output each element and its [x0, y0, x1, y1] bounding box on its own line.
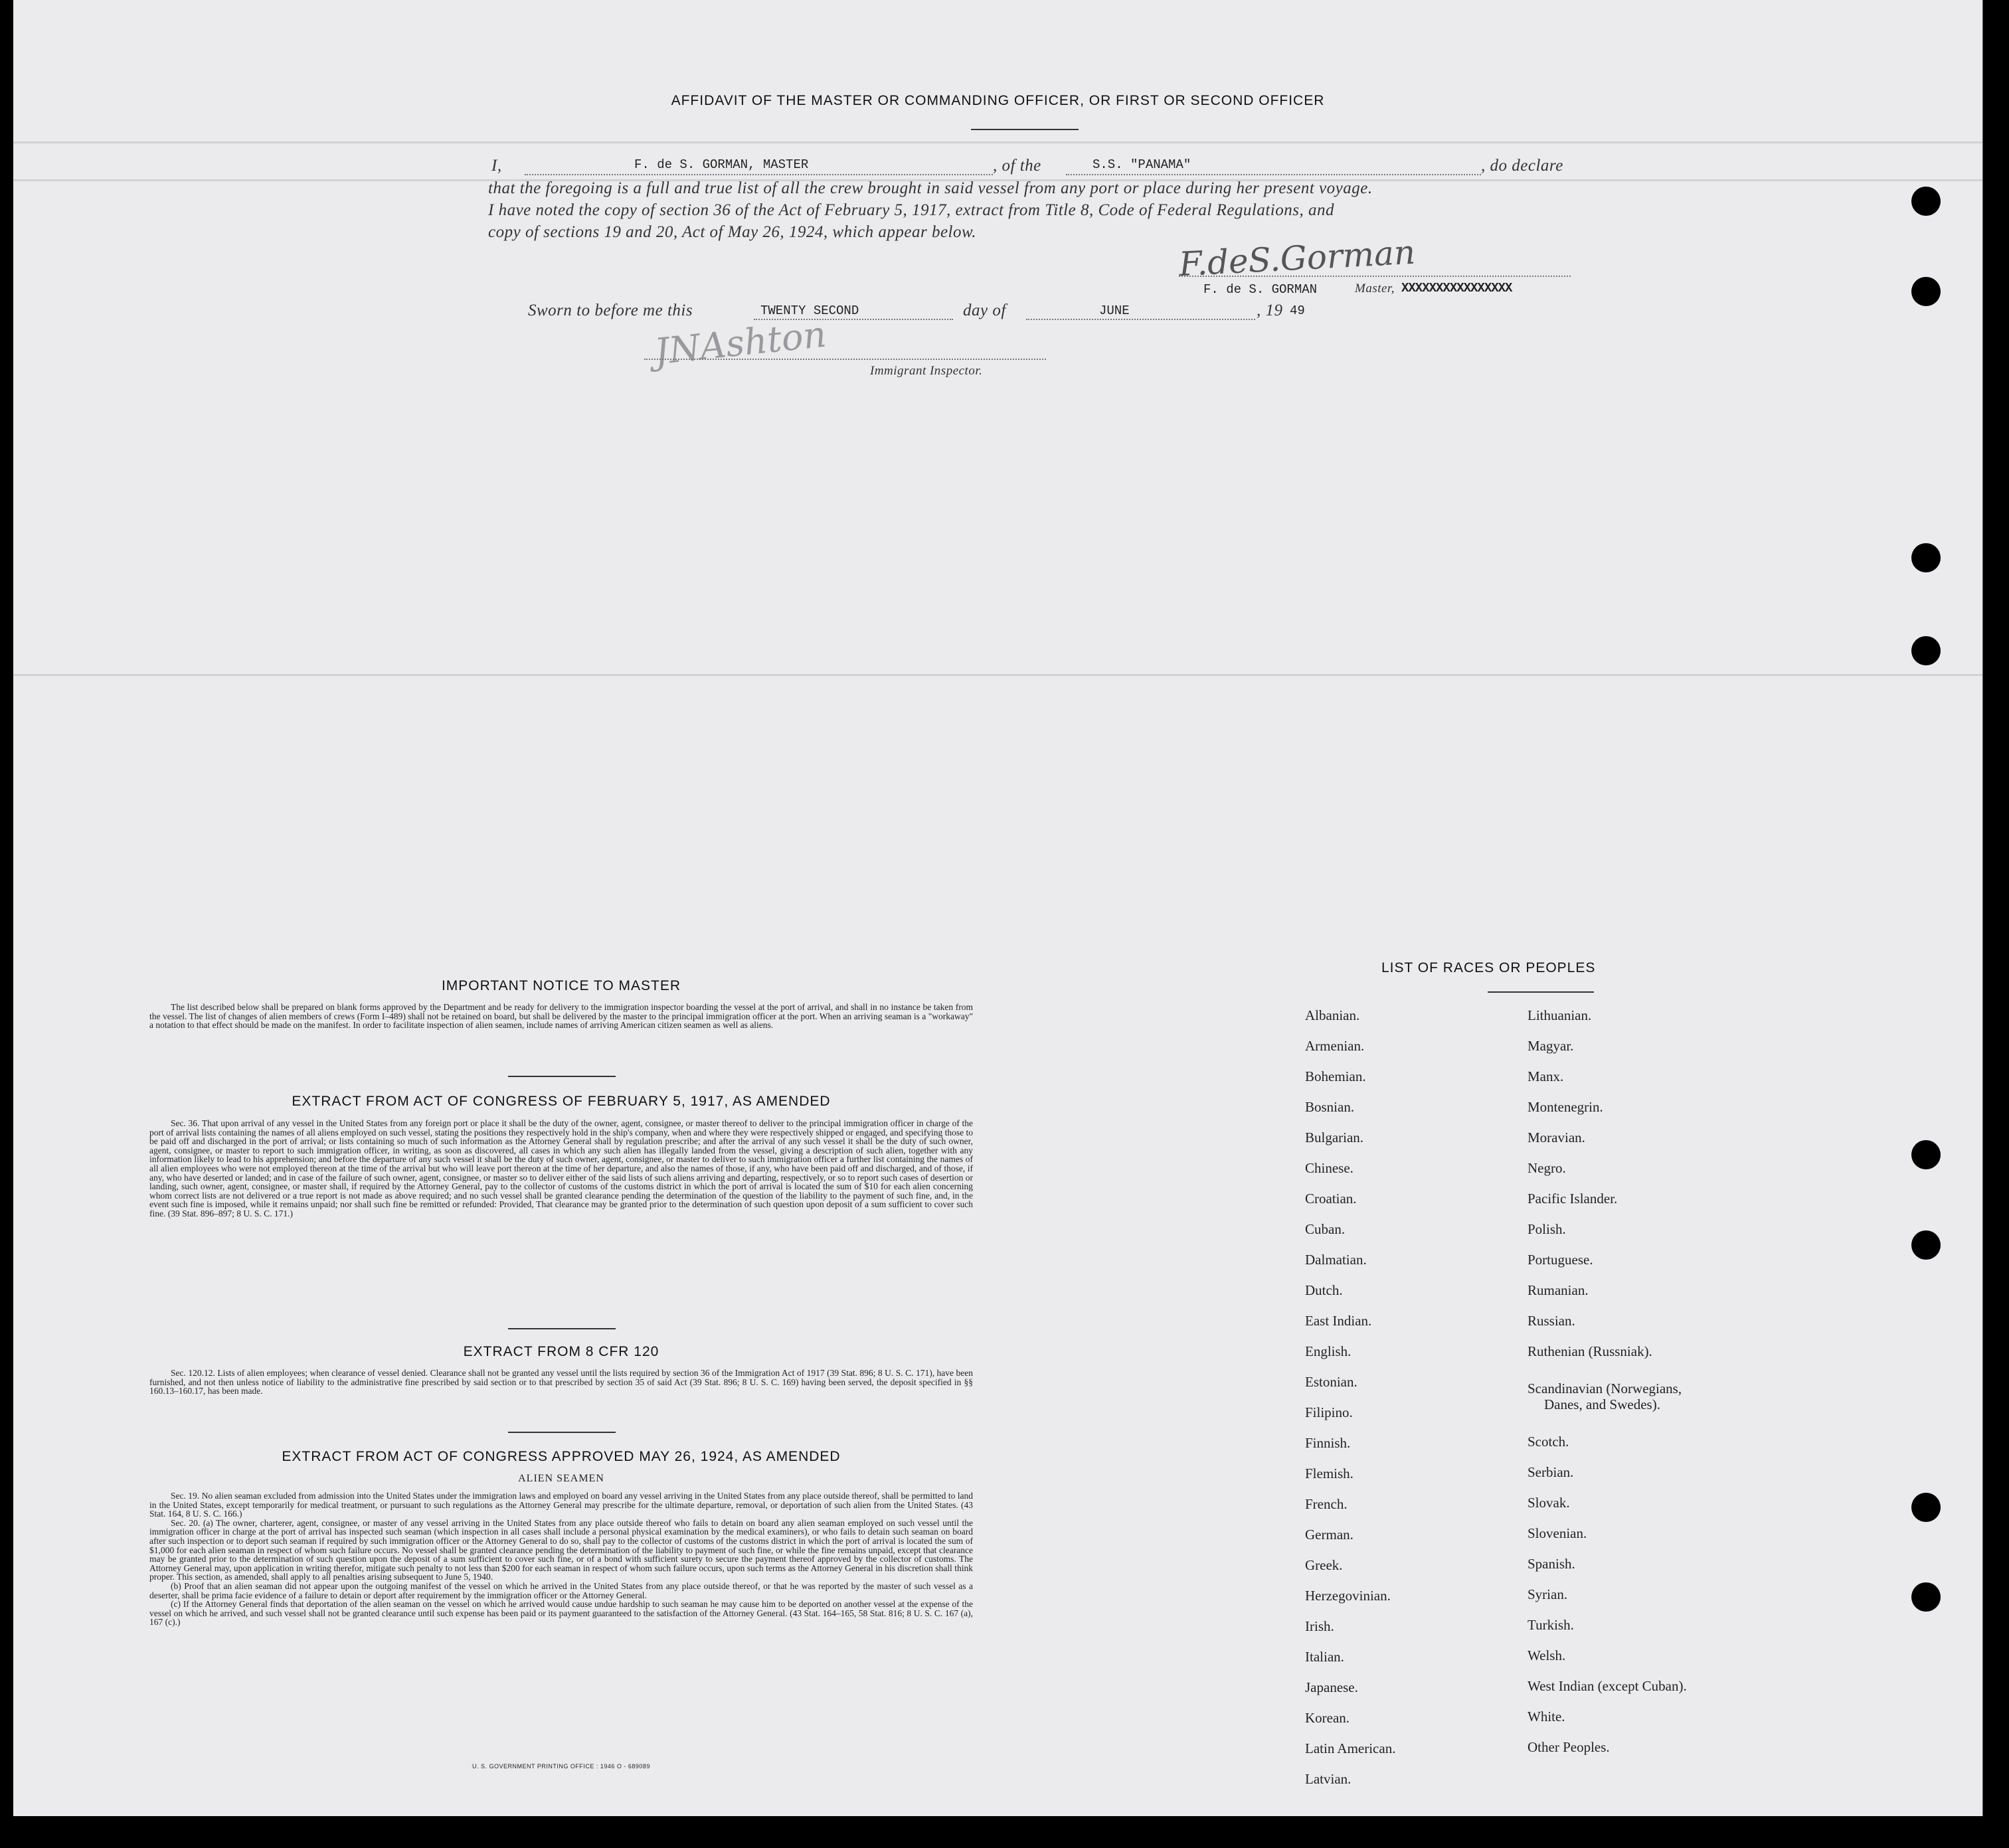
extract-1924-body: [149, 1491, 973, 1627]
master-name-field: F. de S. GORMAN, MASTER: [634, 157, 809, 172]
race-item: Montenegrin.: [1528, 1099, 1603, 1115]
race-item: Finnish.: [1305, 1435, 1351, 1451]
race-item: Bosnian.: [1305, 1099, 1355, 1115]
race-item: Flemish.: [1305, 1466, 1354, 1481]
inspector-line: [644, 359, 1046, 360]
race-item: Spanish.: [1528, 1556, 1575, 1572]
sworn-label: Sworn to before me this: [528, 301, 693, 319]
signature-line: [1179, 276, 1571, 277]
affidavit-i: I,: [491, 157, 502, 175]
section-rule: [508, 1328, 616, 1329]
sworn-day-field: TWENTY SECOND: [760, 303, 859, 318]
sworn-month-field: JUNE: [1099, 303, 1130, 318]
race-item: Portuguese.: [1528, 1252, 1593, 1268]
extract-1917-heading: EXTRACT FROM ACT OF CONGRESS OF FEBRUARY 5, 1917, AS AMENDED: [292, 1094, 831, 1109]
race-item: Slovak.: [1528, 1495, 1570, 1511]
section-20b-paragraph: (b) Proof that an alien seaman did not appear upon the outgoing manifest of the vessel on which he arrived in the United States from any place outside thereof, or that he was reported by the master of such vessel as a deserter, shall be prima facie evidence of a failure to detain or deport after requirement by the immigration officer or the Attorney General.: [149, 1580, 973, 1600]
race-item: Moravian.: [1528, 1130, 1585, 1145]
race-item: Negro.: [1528, 1160, 1566, 1176]
name-line: [525, 174, 993, 175]
race-item: Syrian.: [1528, 1586, 1568, 1602]
section-20c-paragraph: (c) If the Attorney General finds that deportation of the alien seaman on the vessel on which he arrived would cause undue hardship to such seaman he may cause him to be deported on another vessel at the expense of the vessel on which he arrived, and such vessel shall not be granted clearance until such expense has been paid or its payment guaranteed to the satisfaction of the Attorney General. (43 Stat. 164–165, 58 Stat. 816; 8 U. S. C. 167 (a), 167 (c).): [149, 1599, 973, 1628]
race-item: Scandinavian (Norwegians,: [1528, 1381, 1682, 1396]
race-item: Scotch.: [1528, 1434, 1569, 1450]
punch-hole: [1911, 543, 1941, 572]
race-item: English.: [1305, 1343, 1352, 1359]
race-item: Magyar.: [1528, 1038, 1574, 1054]
section-20a-paragraph: Sec. 20. (a) The owner, charterer, agent, consignee, or master of any vessel arriving in the United States from any place outside thereof who fails to detain on board any alien seaman employed on such vessel until the immigration officer in charge at the port of arrival has inspected such seaman (which inspection in all cases shall include a personal physical examination by the medical examiners), or who fails to detain such seaman on board after such inspection or to deport such seaman if required by such immigration officer or the Attorney General to do so, shall pay to the collector of customs of the customs district in which the port of arrival is located the sum of $1,000 for each alien seaman in respect of whom such failure occurs. No vessel shall be granted clearance pending the determination of the liability to payment of such fine, or while the fine remains unpaid, except that clearance may be granted prior to the determination of such question upon the deposit of a sum sufficient to cover such fine, or of a bond with sufficient surety to secure the payment thereof approved by the collector of customs. The Attorney General may, upon application in writing therefor, mitigate such penalty to not less than $200 for each seaman in respect of whom such failure occurs, upon such terms as the Attorney General in his discretion shall think proper. This section, as amended, shall apply to all penalties arising subsequent to June 5, 1940.: [149, 1517, 973, 1582]
race-item: Dutch.: [1305, 1282, 1343, 1298]
punch-hole: [1911, 636, 1941, 665]
race-item: Greek.: [1305, 1557, 1343, 1573]
punch-hole: [1911, 1230, 1941, 1260]
race-item: Albanian.: [1305, 1007, 1360, 1023]
race-item: Japanese.: [1305, 1679, 1358, 1695]
do-declare-label: , do declare: [1481, 157, 1563, 175]
year-prefix: , 19: [1257, 301, 1283, 319]
printer-imprint: U. S. GOVERNMENT PRINTING OFFICE : 1946 O - 689089: [472, 1763, 650, 1770]
section-rule: [508, 1076, 616, 1077]
race-item: Irish.: [1305, 1618, 1334, 1634]
race-item: Slovenian.: [1528, 1525, 1587, 1541]
race-item: Filipino.: [1305, 1404, 1353, 1420]
race-item: Korean.: [1305, 1710, 1350, 1726]
race-item: Rumanian.: [1528, 1282, 1589, 1298]
typed-signer-name: F. de S. GORMAN: [1203, 282, 1318, 297]
inspector-label: Immigrant Inspector.: [870, 364, 983, 378]
race-item: Pacific Islander.: [1528, 1191, 1618, 1207]
races-right-column: [1528, 1007, 1687, 1770]
race-item: East Indian.: [1305, 1313, 1372, 1329]
inspector-signature: JNAshton: [652, 313, 828, 373]
punch-hole: [1911, 1582, 1941, 1612]
notice-heading: IMPORTANT NOTICE TO MASTER: [441, 978, 681, 993]
race-item: Ruthenian (Russniak).: [1528, 1343, 1652, 1359]
section-19-paragraph: Sec. 19. No alien seaman excluded from admission into the United States under the immigration laws and employed on board any vessel arriving in the United States from any place outside thereof, shall be permitted to land in the United States, except temporarily for medical treatment, or pursuant to such regulations as the Attorney General may prescribe for the ultimate departure, removal, or deportation of such alien from the United States. (43 Stat. 164, 8 U. S. C. 166.): [149, 1491, 973, 1519]
race-item: Bulgarian.: [1305, 1130, 1364, 1145]
affidavit-line-3: I have noted the copy of section 36 of the Act of February 5, 1917, extract from Title 8, Code of Federal Regulations, and: [488, 201, 1334, 219]
affidavit-line-4: copy of sections 19 and 20, Act of May 26, 1924, which appear below.: [488, 223, 977, 241]
race-item: Polish.: [1528, 1221, 1566, 1237]
alien-seamen-subheading: ALIEN SEAMEN: [518, 1473, 604, 1484]
races-left-column: [1305, 1007, 1395, 1802]
race-item: Lithuanian.: [1528, 1007, 1592, 1023]
punch-hole: [1911, 187, 1941, 216]
affidavit-heading: AFFIDAVIT OF THE MASTER OR COMMANDING OFFICER, OR FIRST OR SECOND OFFICER: [671, 93, 1325, 108]
affidavit-line-2: that the foregoing is a full and true list of all the crew brought in said vessel from any port or place during her present voyage.: [488, 179, 1373, 197]
extract-cfr-heading: EXTRACT FROM 8 CFR 120: [463, 1344, 659, 1359]
master-signature: F.deS.Gorman: [1178, 232, 1417, 284]
race-item: Estonian.: [1305, 1374, 1357, 1390]
race-item: Danes, and Swedes).: [1544, 1396, 1660, 1412]
race-item: Latvian.: [1305, 1771, 1352, 1787]
race-item: Russian.: [1528, 1313, 1575, 1329]
race-item: Turkish.: [1528, 1617, 1574, 1633]
races-heading: LIST OF RACES OR PEOPLES: [1381, 960, 1596, 975]
punch-hole: [1911, 1140, 1941, 1169]
sworn-year-field: 49: [1290, 303, 1305, 318]
month-line: [1026, 319, 1255, 320]
races-rule: [1488, 991, 1594, 993]
fold-line: [13, 141, 1982, 143]
race-item: Serbian.: [1528, 1464, 1574, 1480]
notice-body: The list described below shall be prepared on blank forms approved by the Department and be ready for delivery to the immigration inspector boarding the vessel at the port of arrival, and shall in no instance be taken from the vessel. The list of changes of alien members of crews (Form I–489) shall not be retained on board, but shall be delivered by the master to the principal immigration officer at the port. When an arriving seaman is a "workaway" a notation to that effect should be made on the manifest. In order to facilitate inspection of alien seamen, include names of arriving American citizen seamen as well as aliens.: [149, 1002, 973, 1031]
struck-title: XXXXXXXXXXXXXXXX: [1401, 281, 1512, 295]
day-of-label: day of: [963, 301, 1006, 319]
race-item: Armenian.: [1305, 1038, 1365, 1054]
punch-hole: [1911, 277, 1941, 306]
document-page: [13, 0, 1983, 1816]
of-the-label: , of the: [993, 157, 1041, 175]
race-item: Chinese.: [1305, 1160, 1354, 1176]
race-item: Croatian.: [1305, 1191, 1357, 1207]
extract-cfr-body: Sec. 120.12. Lists of alien employees; when clearance of vessel denied. Clearance shall not be granted any vessel until the lists required by section 36 of the Immigration Act of 1917 (39 Stat. 896; 8 U. S. C. 171), have been furnished, and not then unless notice of liability to the administrative fine prescribed by said section or to that prescribed by section 35 of said Act (39 Stat. 896; 8 U. S. C. 169) having been served, the deposit specified in §§ 160.13–160.17, has been made.: [149, 1368, 973, 1396]
race-item: Italian.: [1305, 1649, 1344, 1665]
race-item: German.: [1305, 1527, 1354, 1543]
vessel-line: [1066, 174, 1481, 175]
vessel-name-field: S.S. "PANAMA": [1092, 157, 1191, 172]
master-label: Master,: [1355, 282, 1395, 295]
race-item: Other Peoples.: [1528, 1739, 1610, 1755]
race-item: Cuban.: [1305, 1221, 1346, 1237]
race-item: West Indian (except Cuban).: [1528, 1678, 1687, 1694]
race-item: Latin American.: [1305, 1740, 1396, 1756]
section-rule: [508, 1432, 616, 1433]
heading-rule: [971, 129, 1079, 130]
race-item: Manx.: [1528, 1068, 1564, 1084]
race-item: Welsh.: [1528, 1647, 1566, 1663]
race-item: French.: [1305, 1496, 1348, 1512]
fold-line: [13, 674, 1982, 676]
race-item: Dalmatian.: [1305, 1252, 1367, 1268]
race-item: Bohemian.: [1305, 1068, 1366, 1084]
race-item: White.: [1528, 1709, 1565, 1724]
extract-1924-heading: EXTRACT FROM ACT OF CONGRESS APPROVED MAY 26, 1924, AS AMENDED: [282, 1449, 841, 1464]
punch-hole: [1911, 1493, 1941, 1522]
race-item: Herzegovinian.: [1305, 1588, 1391, 1604]
extract-1917-body: Sec. 36. That upon arrival of any vessel in the United States from any foreign port or place it shall be the duty of the owner, agent, consignee, or master thereof to deliver to the principal immigration officer in charge of the port of arrival lists containing the names of all aliens employed on such vessel, stating the positions they respectively hold in the ship's company, when and where they were respectively shipped or engaged, and specifying those to be paid off and discharged in the port of arrival; or lists containing so much of such information as the Attorney General shall by regulation prescribe; and after the arrival of any such vessel it shall be the duty of such owner, agent, consignee, or master to report to such immigration officer, in writing, as soon as discovered, all cases in which any such alien has illegally landed from the vessel, giving a description of such alien, together with any information likely to lead to his apprehension; and before the departure of any such vessel it shall be the duty of such owner, agent, consignee, or master to deliver to such immigration officer a further list containing the names of all alien employees who were not employed thereon at the time of the arrival but who will leave port thereon at the time of her departure, and also the names of those, if any, who have been paid off and discharged, and of those, if any, who have deserted or landed; and in case of the failure of such owner, agent, consignee, or master so to deliver either of the said lists of such aliens arriving and departing, respectively, or so to report such cases of desertion or landing, such owner, agent, consignee, or master shall, if required by the Attorney General, pay to the collector of customs of the customs district in which the port of arrival is located the sum of $10 for each alien concerning whom correct lists are not delivered or a true report is not made as above required; and no such vessel shall be granted clearance pending the determination of the question of the liability to the payment of such fine, and, in the event such fine is imposed, while it remains unpaid; nor shall such fine be remitted or refunded: Provided, That clearance may be granted prior to the determination of such question upon deposit of a sum sufficient to cover such fine. (39 Stat. 896–897; 8 U. S. C. 171.): [149, 1118, 973, 1218]
